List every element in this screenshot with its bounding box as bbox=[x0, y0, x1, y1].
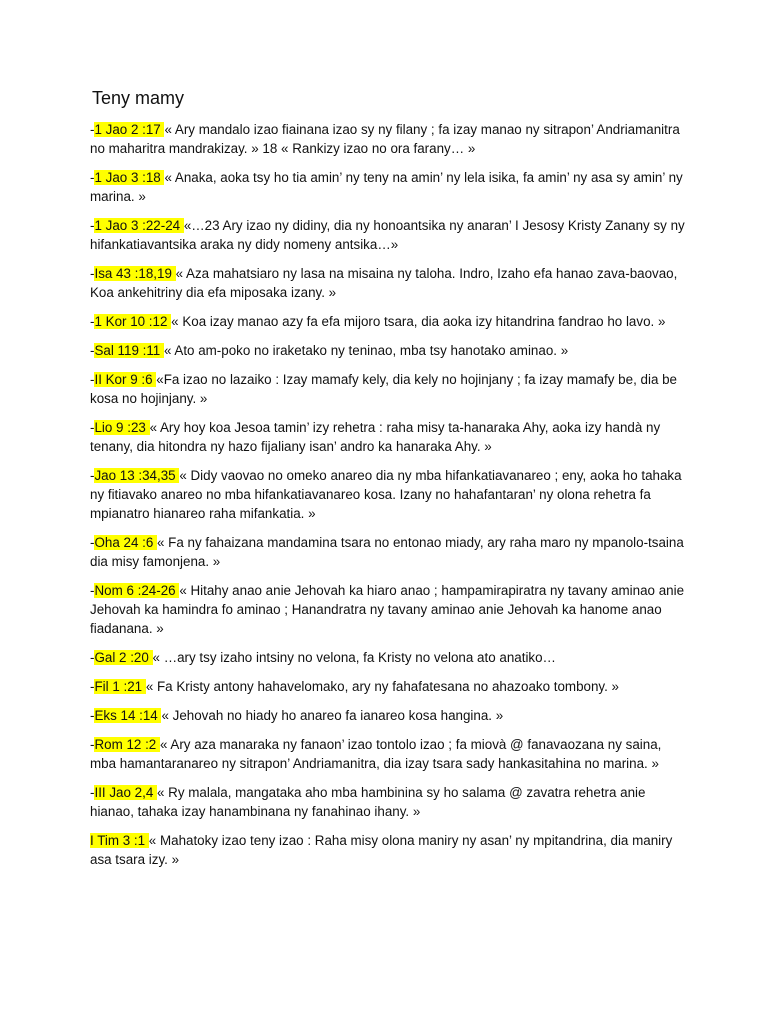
entry-prefix: - bbox=[90, 372, 95, 387]
verse-entry bbox=[90, 581, 690, 638]
entry-prefix: - bbox=[90, 420, 95, 435]
verse-entry bbox=[90, 418, 690, 456]
verse-text: « Anaka, aoka tsy ho tia amin’ ny teny na amin’ ny lela isika, fa amin’ ny asa sy amin’ ny marina. » bbox=[90, 170, 683, 204]
verse-text: «…23 Ary izao ny didiny, dia ny honoantsika ny anaran’ I Jesosy Kristy Zanany sy ny hifankatiavantsika araka ny didy nomeny antsika…» bbox=[90, 218, 685, 252]
verse-reference: 1 Jao 3 :22-24 bbox=[94, 218, 184, 233]
verse-entry bbox=[90, 783, 690, 821]
entry-prefix: - bbox=[90, 170, 95, 185]
verse-text: « Koa izay manao azy fa efa mijoro tsara, dia aoka izy hitandrina fandrao ho lavo. » bbox=[171, 314, 666, 329]
entry-prefix: - bbox=[90, 266, 95, 281]
verse-text: « Fa Kristy antony hahavelomako, ary ny fahafatesana no ahazoako tombony. » bbox=[145, 679, 620, 694]
verse-reference: 1 Jao 3 :18 bbox=[94, 170, 165, 185]
entry-prefix: - bbox=[90, 122, 95, 137]
verse-text: « Mahatoky izao teny izao : Raha misy olona maniry ny asan’ ny mpitandrina, dia maniry asa tsara izy. » bbox=[90, 833, 673, 867]
verse-text: «Fa izao no lazaiko : Izay mamafy kely, dia kely no hojinjany ; fa izay mamafy be, dia be kosa no hojinjany. » bbox=[90, 372, 677, 406]
verse-reference: 1 Kor 10 :12 bbox=[94, 314, 172, 329]
verse-text: « Didy vaovao no omeko anareo dia ny mba hifankatiavanareo ; eny, aoka ho tahaka ny fitiavako anareo no mba hifankatiavanareo kosa. Izany no hahafantaran’ ny olona rehetra fa mpianatro hianareo raha mifankatia. » bbox=[90, 468, 682, 521]
verse-entry bbox=[90, 312, 690, 331]
page-title: Teny mamy bbox=[92, 88, 185, 108]
verse-text: « Aza mahatsiaro ny lasa na misaina ny taloha. Indro, Izaho efa hanao zava-baovao, Koa ankehitriny dia efa miposaka izany. » bbox=[90, 266, 678, 300]
verse-reference: Rom 12 :2 bbox=[94, 737, 160, 752]
verse-entry bbox=[90, 831, 690, 869]
entry-prefix: - bbox=[90, 785, 95, 800]
verse-entry bbox=[90, 341, 690, 360]
verse-text: « Ary hoy koa Jesoa tamin’ izy rehetra : raha misy ta-hanaraka Ahy, aoka izy handà ny tenany, dia hitondra ny hazo fijaliany isan’ andro ka hanaraka Ahy. » bbox=[90, 420, 661, 454]
verse-reference: Oha 24 :6 bbox=[94, 535, 158, 550]
verse-entry bbox=[90, 677, 690, 696]
verse-entry bbox=[90, 533, 690, 571]
verse-text: « Hitahy anao anie Jehovah ka hiaro anao ; hampamirapiratra ny tavany aminao anie Jehovah ka hamindra fo aminao ; Hanandratra ny tavany aminao anie Jehovah ka hanome anao fiadanana. » bbox=[90, 583, 685, 636]
entry-prefix: - bbox=[90, 314, 95, 329]
verse-entry bbox=[90, 120, 690, 158]
verse-entry bbox=[90, 735, 690, 773]
verse-entry bbox=[90, 264, 690, 302]
entry-prefix: - bbox=[90, 343, 95, 358]
verse-entry bbox=[90, 216, 690, 254]
entry-prefix: - bbox=[90, 679, 95, 694]
verse-entry bbox=[90, 648, 690, 667]
verse-text: « …ary tsy izaho intsiny no velona, fa Kristy no velona ato anatiko… bbox=[152, 650, 556, 665]
verse-text: « Ato am-poko no iraketako ny teninao, mba tsy hanotako aminao. » bbox=[163, 343, 569, 358]
verse-reference: Fil 1 :21 bbox=[94, 679, 146, 694]
verse-text: « Ary mandalo izao fiainana izao sy ny filany ; fa izay manao ny sitrapon’ Andriamanitra no maharitra mandrakizay. » 18 « Rankizy izao no ora farany… » bbox=[90, 122, 680, 156]
verse-reference: Eks 14 :14 bbox=[94, 708, 162, 723]
entry-prefix: - bbox=[90, 583, 95, 598]
entry-prefix: - bbox=[90, 218, 95, 233]
entry-prefix: - bbox=[90, 650, 95, 665]
entry-prefix: - bbox=[90, 468, 95, 483]
verse-text: « Jehovah no hiady ho anareo fa ianareo kosa hangina. » bbox=[161, 708, 504, 723]
verse-entry bbox=[90, 370, 690, 408]
verse-text: « Ary aza manaraka ny fanaon’ izao tontolo izao ; fa miovà @ fanavaozana ny saina, mba hamantaranareo ny sitrapon’ Andriamanitra, dia izay tsara sady hankasitahina no marina. » bbox=[90, 737, 662, 771]
entry-prefix: - bbox=[90, 535, 95, 550]
verse-entry bbox=[90, 706, 690, 725]
verse-reference: II Kor 9 :6 bbox=[94, 372, 157, 387]
verse-reference: Gal 2 :20 bbox=[94, 650, 153, 665]
verse-text: « Ry malala, mangataka aho mba hambinina sy ho salama @ zavatra rehetra anie hianao, tahaka izay hanambinana ny fanahinao ihany. » bbox=[90, 785, 646, 819]
verse-reference: III Jao 2,4 bbox=[94, 785, 157, 800]
verse-reference: Sal 119 :11 bbox=[94, 343, 164, 358]
verse-list bbox=[90, 120, 690, 879]
verse-text: « Fa ny fahaizana mandamina tsara no entonao miady, ary raha maro ny mpanolo-tsaina dia misy famonjena. » bbox=[90, 535, 684, 569]
verse-reference: Nom 6 :24-26 bbox=[94, 583, 180, 598]
verse-reference: Lio 9 :23 bbox=[94, 420, 150, 435]
verse-entry bbox=[90, 466, 690, 523]
verse-reference: I Tim 3 :1 bbox=[90, 833, 149, 848]
verse-entry bbox=[90, 168, 690, 206]
entry-prefix: - bbox=[90, 708, 95, 723]
verse-reference: Isa 43 :18,19 bbox=[94, 266, 176, 281]
entry-prefix: - bbox=[90, 737, 95, 752]
verse-reference: Jao 13 :34,35 bbox=[94, 468, 180, 483]
verse-reference: 1 Jao 2 :17 bbox=[94, 122, 165, 137]
